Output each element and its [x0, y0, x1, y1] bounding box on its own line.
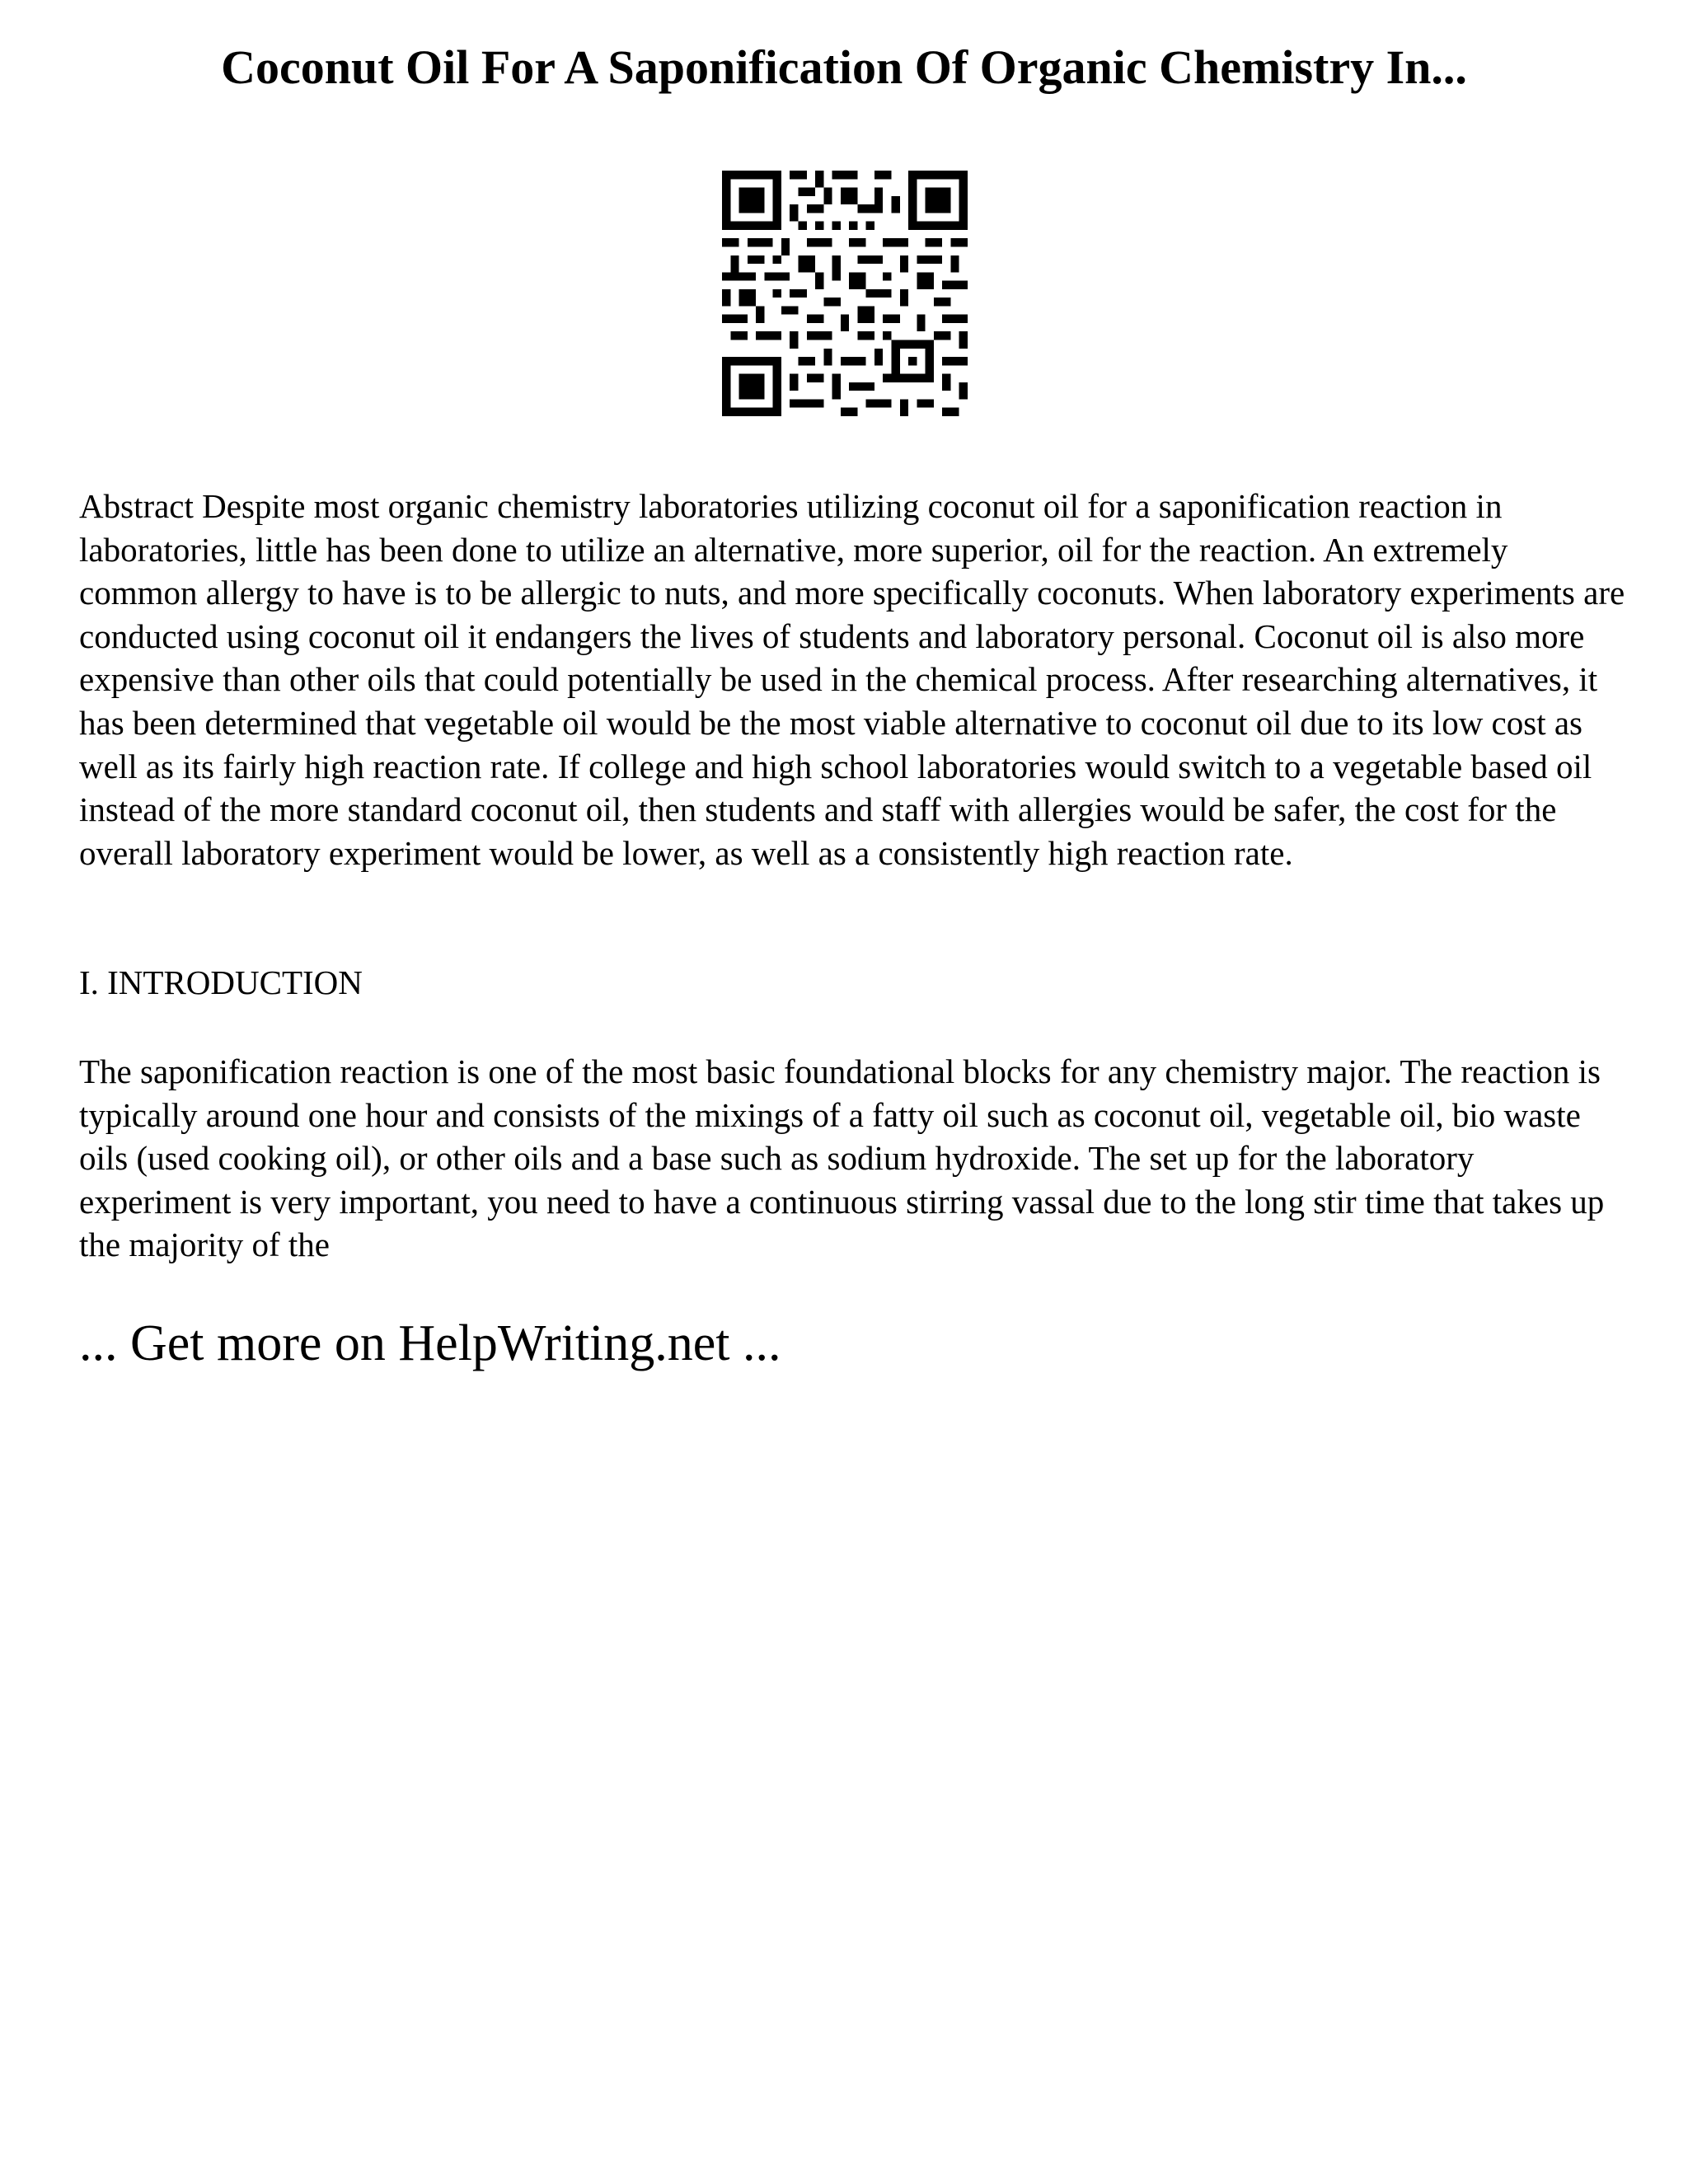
- qr-code-icon[interactable]: [722, 171, 968, 416]
- section-heading: I. INTRODUCTION: [79, 963, 363, 1001]
- document-title: Coconut Oil For A Saponification Of Organic Chemistry In...: [221, 40, 1467, 94]
- abstract-paragraph: Abstract Despite most organic chemistry laboratories utilizing coconut oil for a saponification reaction in laboratories, little has been done to utilize an alternative, more superior, oil for the reaction. An extremely common allergy to have is to be allergic to nuts, and more specifically coconuts. When laboratory experiments are conducted using coconut oil it endangers the lives of students and laboratory personal. Coconut oil is also more expensive than other oils that could potentially be used in the chemical process. After researching alternatives, it has been determined that vegetable oil would be the most viable alternative to coconut oil due to its low cost as well as its fairly high reaction rate. If college and high school laboratories would switch to a vegetable based oil instead of the more standard coconut oil, then students and staff with allergies would be safer, the cost for the overall laboratory experiment would be lower, as well as a consistently high reaction rate.: [79, 487, 1625, 872]
- get-more-link[interactable]: ... Get more on HelpWriting.net ...: [79, 1315, 781, 1371]
- introduction-paragraph: The saponification reaction is one of the most basic foundational blocks for any chemistry major. The reaction is typically around one hour and consists of the mixings of a fatty oil such as coconut oil, vegetable oil, bio waste oils (used cooking oil), or other oils and a base such as sodium hydroxide. The set up for the laboratory experiment is very important, you need to have a continuous stirring vassal due to the long stir time that takes up the majority of the: [79, 1052, 1605, 1264]
